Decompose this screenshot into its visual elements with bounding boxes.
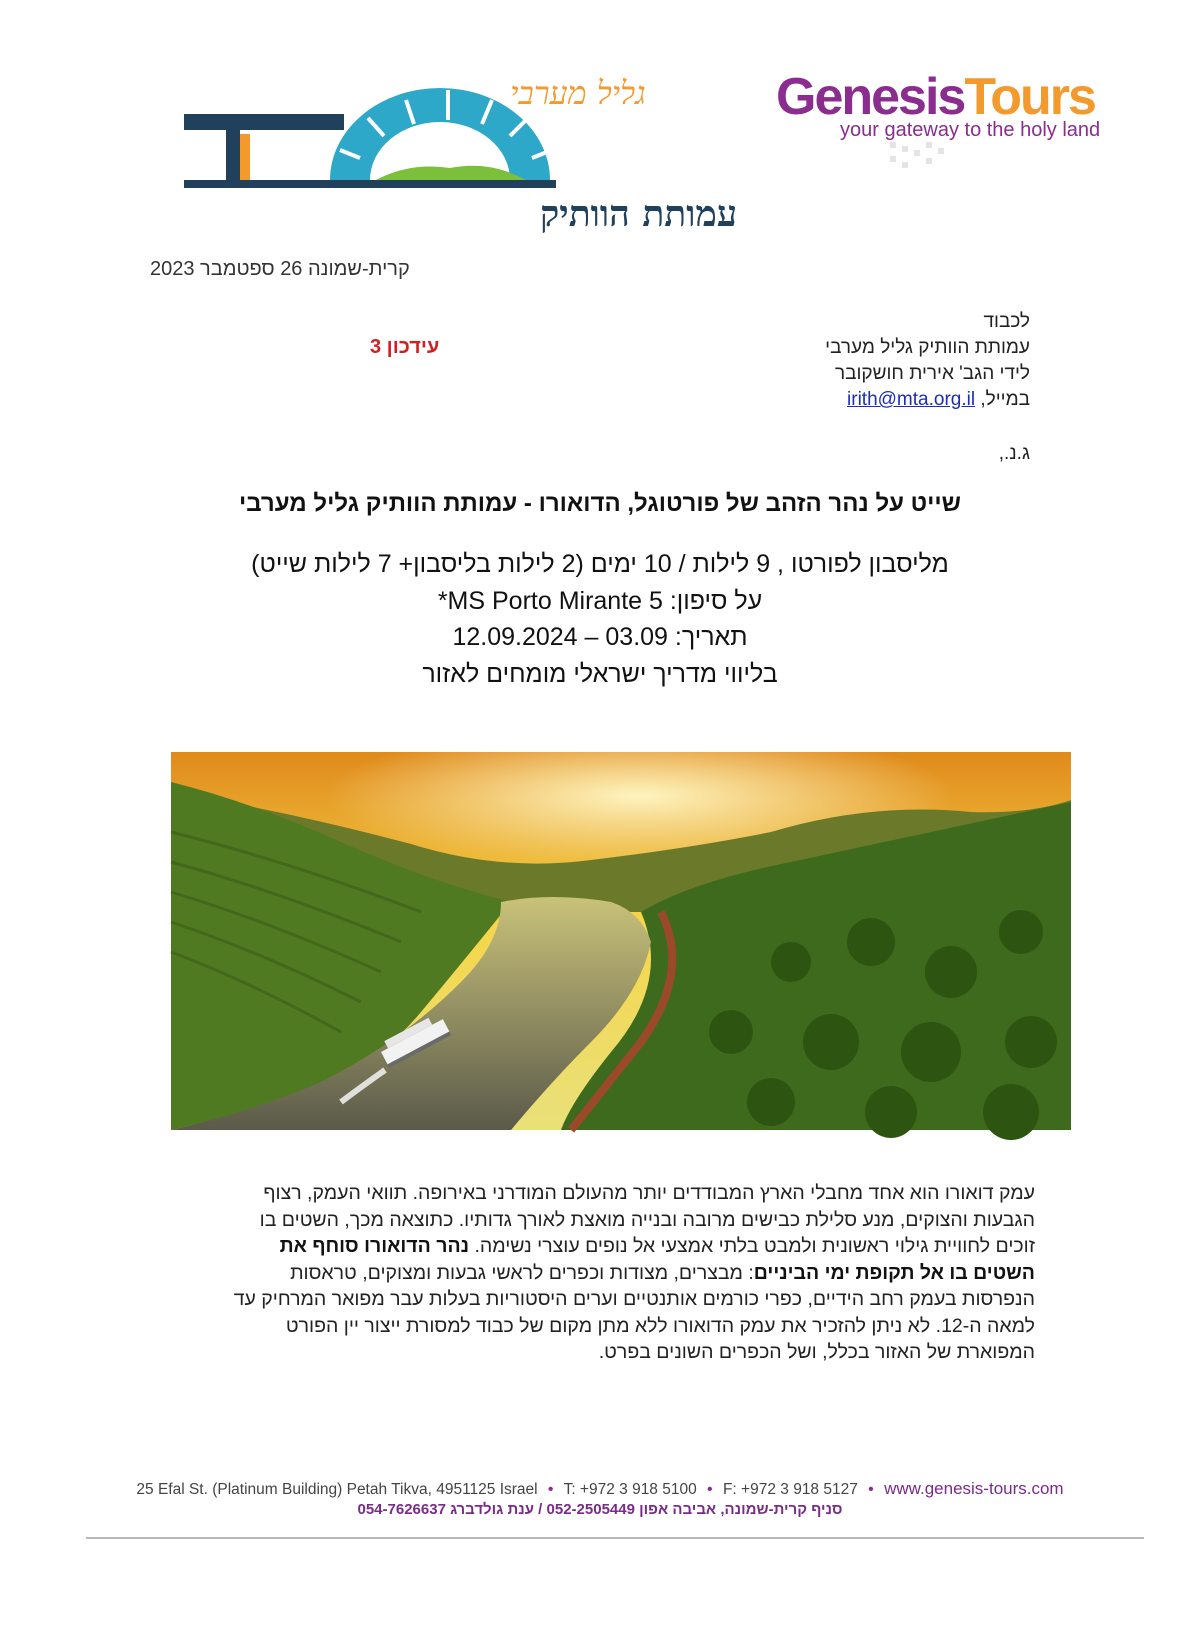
douro-valley-photo xyxy=(171,752,1071,1130)
itinerary-line: מליסבון לפורטו , 9 לילות / 10 ימים (2 לילות בליסבון+ 7 לילות שייט) xyxy=(251,550,949,578)
update-label: עידכון 3 xyxy=(370,336,440,358)
description-part1: עמק דואורו הוא אחד מחבלי הארץ המבודדים יותר מהעולם המודרני באירופה. תוואי העמק, רצוף הגבעות והצוקים, מנע סלילת כבישים מרובה ובנייה מואצת לאורך גדותיו. כתוצאה מכך, השטים בו זוכים לחוויית גילוי ראשונית ולמבט בלתי אמצעי אל נופים עוצרי נשימה. xyxy=(259,1182,1035,1257)
description-bold: נהר הדואורו סוחף את השטים בו אל תקופת ימי הביניים xyxy=(279,1235,1035,1284)
email-prefix: במייל, xyxy=(980,389,1030,410)
footer-separator: • xyxy=(547,1481,554,1498)
recipient-org: עמותת הוותיק גליל מערבי xyxy=(825,337,1030,358)
vatik-logo-caption: עמותת הוותיק xyxy=(540,193,738,235)
ship-line: על סיפון: MS Porto Mirante 5* xyxy=(437,587,763,615)
svg-text:GenesisTours xyxy=(776,68,1095,126)
footer-fax: F: +972 3 918 5127 xyxy=(722,1481,858,1498)
letter-date: קרית-שמונה 26 ספטמבר 2023 xyxy=(150,258,410,280)
footer-separator: • xyxy=(868,1481,874,1498)
to-label: לכבוד xyxy=(983,311,1030,332)
vatik-logo-script: גליל מערבי xyxy=(510,74,646,112)
description-part2: : מבצרים, מצודות וכפרים לראשי גבעות ומצוקים, טראסות הנפרסות בעמק רחב הידיים, כפרי כורמים אותנטיים וערים היסטוריות בעלות עבר מפואר המרחיק עד למאה ה-12. לא ניתן להזכיר את עמק הדואורו ללא מתן מקום של כבוד למסורת ייצור יין הפורט המפוארת של האזור בכלל, ושל הכפרים השונים בפרט. xyxy=(233,1261,1035,1363)
genesis-brand-part1: Genesis xyxy=(776,68,965,126)
email-link[interactable]: irith@mta.org.il xyxy=(847,389,976,410)
guide-line: בליווי מדריך ישראלי מומחים לאזור xyxy=(422,660,778,688)
genesis-tours-logo xyxy=(770,50,1170,190)
footer-phone: T: +972 3 918 5100 xyxy=(563,1481,697,1498)
genesis-tagline: your gateway to the holy land xyxy=(840,119,1101,141)
footer-branch-line: סניף קרית-שמונה, אביבה אפון 052-2505449 / ענת גולדברג 054-7626637 xyxy=(357,1501,843,1518)
footer-separator: • xyxy=(707,1481,713,1498)
footer-address: 25 Efal St. (Platinum Building) Petah Tikva, 4951125 Israel xyxy=(136,1481,538,1498)
dates-line: תאריך: 03.09 – 12.09.2024 xyxy=(452,623,748,651)
recipient-person: לידי הגב' אירית חושקובר xyxy=(834,363,1030,384)
description-paragraph xyxy=(215,1180,1035,1366)
email-line xyxy=(730,387,1030,413)
recipient-block xyxy=(730,309,1030,413)
greeting: ג.נ., xyxy=(998,443,1030,464)
main-title: שייט על נהר הזהב של פורטוגל, הדואורו - עמותת הוותיק גליל מערבי xyxy=(238,490,961,517)
genesis-brand-part2: Tours xyxy=(964,68,1095,126)
vatik-logo xyxy=(180,68,738,235)
footer-contact-line xyxy=(40,1479,1160,1499)
footer-divider xyxy=(86,1537,1144,1539)
footer-website-link[interactable]: www.genesis-tours.com xyxy=(884,1479,1064,1498)
